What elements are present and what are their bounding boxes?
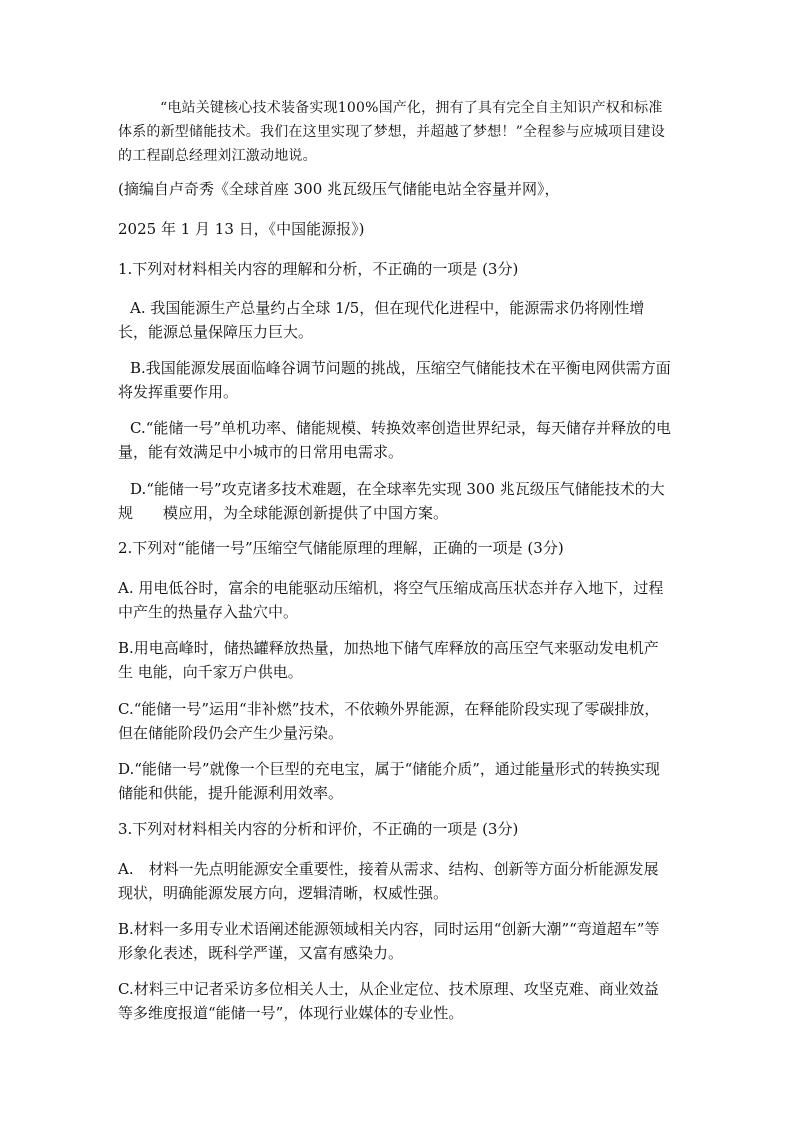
question-1-option-d: D.“能储一号”攻克诸多技术难题，在全球率先实现 300 兆瓦级压气储能技术的大规 模应用，为全球能源创新提供了中国方案。: [118, 480, 665, 522]
question-1-stem: 1.下列对材料相关内容的理解和分析，不正确的一项是 (3分): [118, 260, 519, 278]
quote-paragraph: “电站关键核心技术装备实现100%国产化，拥有了具有完全自主知识产权和标准体系的新型储能技术。我们在这里实现了梦想，并超越了梦想！”全程参与应城项目建设的工程副总经理刘江激动地说。: [118, 100, 665, 164]
question-2-option-d: D.“能储一号”就像一个巨型的充电宝，属于“储能介质”，通过能量形式的转换实现储能和供能，提升能源利用效率。: [118, 760, 660, 802]
question-3-option-b: B.材料一多用专业术语阐述能源领域相关内容，同时运用“创新大潮”“弯道超车”等形象化表述，既科学严谨，又富有感染力。: [118, 920, 660, 962]
question-1-option-c: C.“能储一号”单机功率、储能规模、转换效率创造世界纪录，每天储存并释放的电量，能有效满足中小城市的日常用电需求。: [118, 419, 672, 461]
question-2-option-a: A. 用电低谷时，富余的电能驱动压缩机，将空气压缩成高压状态并存入地下，过程中产生的热量存入盐穴中。: [118, 579, 664, 621]
question-3-stem: 3.下列对材料相关内容的分析和评价，不正确的一项是 (3分): [118, 820, 519, 838]
question-1-option-a: A. 我国能源生产总量约占全球 1/5，但在现代化进程中，能源需求仍将刚性增长，能源总量保障压力巨大。: [118, 299, 645, 341]
question-1-option-b: B.我国能源发展面临峰谷调节问题的挑战，压缩空气储能技术在平衡电网供需方面将发挥重要作用。: [118, 359, 671, 401]
question-2-option-b: B.用电高峰时，储热罐释放热量，加热地下储气库释放的高压空气来驱动发电机产生 电能，向千家万户供电。: [118, 639, 659, 681]
question-3-option-c: C.材料三中记者采访多位相关人士，从企业定位、技术原理、攻坚克难、商业效益等多维度报道“能储一号”，体现行业媒体的专业性。: [118, 980, 659, 1022]
question-3-option-a: A. 材料一先点明能源安全重要性，接着从需求、结构、创新等方面分析能源发展现状，明确能源发展方向，逻辑清晰，权威性强。: [118, 860, 659, 902]
question-2-option-c: C.“能储一号”运用“非补燃”技术，不依赖外界能源，在释能阶段实现了零碳排放，但在储能阶段仍会产生少量污染。: [118, 700, 660, 742]
question-2-stem: 2.下列对“能储一号”压缩空气储能原理的理解，正确的一项是 (3分): [118, 539, 564, 557]
source-citation-line-2: 2025 年 1 月 13 日，《中国能源报》): [118, 220, 365, 238]
source-citation-line-1: (摘编自卢奇秀《全球首座 300 兆瓦级压气储能电站全容量并网》，: [118, 180, 560, 198]
